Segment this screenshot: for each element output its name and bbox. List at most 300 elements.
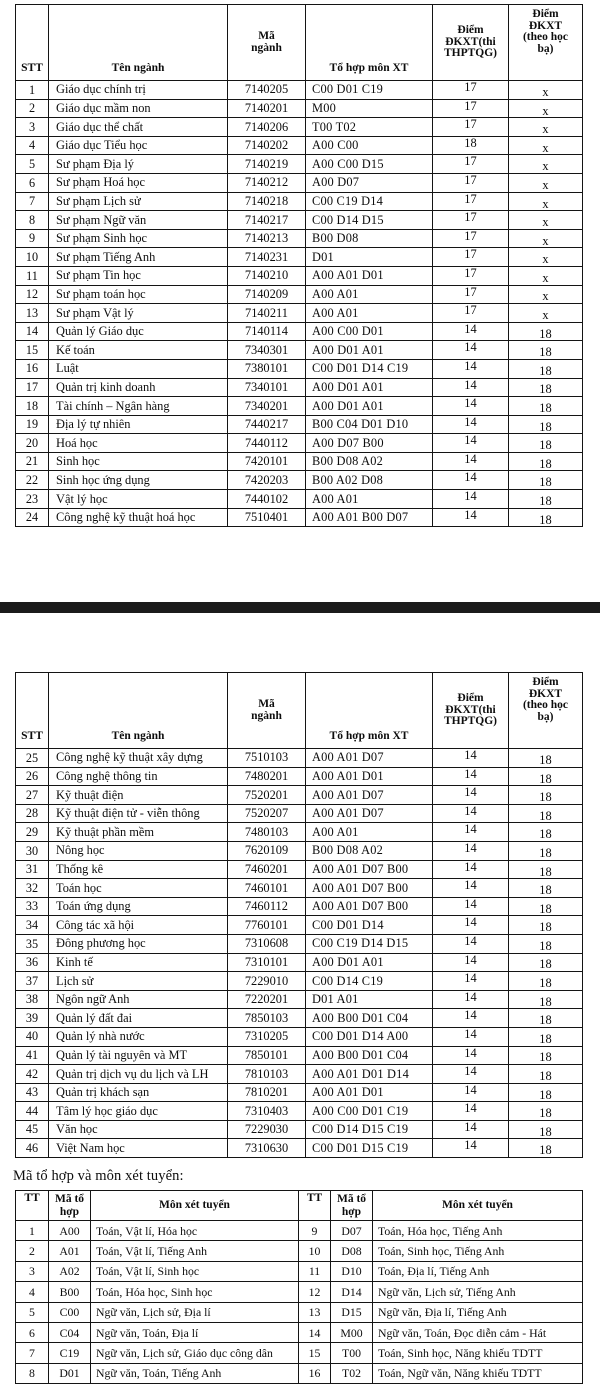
major-stt: 19 — [16, 415, 49, 434]
major-score-exam: 14 — [433, 378, 509, 397]
combination-code-legend-table — [15, 1190, 583, 1384]
major-name: Quản lý nhà nước — [49, 1027, 228, 1046]
major-code: 7440112 — [228, 434, 306, 453]
legend-tt-right: 16 — [299, 1363, 331, 1383]
major-stt: 15 — [16, 341, 49, 360]
legend-subjects-left: Toán, Vật lí, Tiếng Anh — [91, 1241, 299, 1261]
major-code: 7440217 — [228, 415, 306, 434]
major-score-exam: 14 — [433, 749, 509, 768]
table-row — [16, 749, 583, 768]
major-code: 7460101 — [228, 879, 306, 898]
table-header — [16, 5, 583, 81]
major-score-exam: 17 — [433, 173, 509, 192]
major-score-exam: 14 — [433, 508, 509, 527]
major-combination: B00 A02 D08 — [306, 471, 433, 490]
majors-rows-part-two — [16, 749, 583, 1158]
major-code: 7420101 — [228, 452, 306, 471]
major-name: Sư phạm Hoá học — [49, 173, 228, 192]
header-major-code-line1: Mã — [258, 697, 275, 710]
legend-code-right: D08 — [331, 1241, 373, 1261]
table-header — [16, 673, 583, 749]
major-stt: 26 — [16, 767, 49, 786]
table-row — [16, 841, 583, 860]
major-name: Quản trị kinh doanh — [49, 378, 228, 397]
major-name: Quản lý tài nguyên và MT — [49, 1046, 228, 1065]
legend-tt-right: 14 — [299, 1322, 331, 1342]
major-score-exam: 17 — [433, 229, 509, 248]
legend-row — [16, 1363, 583, 1383]
major-score-exam: 14 — [433, 767, 509, 786]
major-name: Vật lý học — [49, 490, 228, 509]
table-row — [16, 359, 583, 378]
major-code: 7229030 — [228, 1120, 306, 1139]
major-code: 7310101 — [228, 953, 306, 972]
major-combination: C00 D01 D14 A00 — [306, 1027, 433, 1046]
major-score-exam: 14 — [433, 897, 509, 916]
legend-code-left: D01 — [49, 1363, 91, 1383]
major-stt: 44 — [16, 1102, 49, 1121]
legend-subjects-right: Ngữ văn, Toán, Đọc diễn cảm - Hát — [373, 1322, 583, 1342]
major-score-record: 18 — [509, 1027, 583, 1046]
legend-code-right: D15 — [331, 1302, 373, 1322]
major-name: Tâm lý học giáo dục — [49, 1102, 228, 1121]
major-name: Sinh học ứng dụng — [49, 471, 228, 490]
major-stt: 40 — [16, 1027, 49, 1046]
major-code: 7140202 — [228, 136, 306, 155]
legend-tt-left: 2 — [16, 1241, 49, 1261]
major-combination: A00 D01 A01 — [306, 953, 433, 972]
table-row — [16, 823, 583, 842]
header-score-record-line1: Điểm — [532, 676, 559, 688]
major-name: Sư phạm Vật lý — [49, 304, 228, 323]
major-score-exam: 18 — [433, 136, 509, 155]
major-name: Luật — [49, 359, 228, 378]
major-combination: A00 D07 — [306, 173, 433, 192]
major-combination: A00 A01 D07 — [306, 749, 433, 768]
legend-tt-right: 15 — [299, 1343, 331, 1363]
legend-subjects-right: Toán, Ngữ văn, Năng khiếu TDTT — [373, 1363, 583, 1383]
major-code: 7140210 — [228, 266, 306, 285]
major-code: 7460201 — [228, 860, 306, 879]
major-stt: 8 — [16, 211, 49, 230]
legend-code-right: D14 — [331, 1282, 373, 1302]
legend-subjects-left: Toán, Vật lí, Hóa học — [91, 1221, 299, 1241]
major-stt: 18 — [16, 397, 49, 416]
major-score-record: x — [509, 118, 583, 137]
legend-row — [16, 1221, 583, 1241]
header-row — [16, 5, 583, 81]
major-combination: A00 D01 A01 — [306, 378, 433, 397]
header-score-record — [509, 673, 583, 749]
major-combination: B00 D08 A02 — [306, 841, 433, 860]
major-combination: B00 D08 — [306, 229, 433, 248]
major-score-exam: 17 — [433, 285, 509, 304]
legend-subjects-right: Ngữ văn, Địa lí, Tiếng Anh — [373, 1302, 583, 1322]
legend-subjects-right: Toán, Địa lí, Tiếng Anh — [373, 1261, 583, 1281]
major-score-exam: 14 — [433, 879, 509, 898]
legend-subjects-left: Toán, Vật lí, Sinh học — [91, 1261, 299, 1281]
header-stt: STT — [16, 5, 49, 81]
major-name: Sư phạm Ngữ văn — [49, 211, 228, 230]
major-score-record: 18 — [509, 452, 583, 471]
major-code: 7520201 — [228, 786, 306, 805]
major-stt: 25 — [16, 749, 49, 768]
legend-row — [16, 1343, 583, 1363]
major-score-record: 18 — [509, 434, 583, 453]
major-score-record: x — [509, 173, 583, 192]
major-score-record: x — [509, 266, 583, 285]
table-row — [16, 767, 583, 786]
table-row — [16, 136, 583, 155]
major-name: Công nghệ kỹ thuật xây dựng — [49, 749, 228, 768]
table-row — [16, 490, 583, 509]
legend-row — [16, 1282, 583, 1302]
major-name: Quản trị khách sạn — [49, 1083, 228, 1102]
major-score-record: 18 — [509, 397, 583, 416]
table-row — [16, 1139, 583, 1158]
table-row — [16, 99, 583, 118]
major-code: 7220201 — [228, 990, 306, 1009]
major-stt: 28 — [16, 804, 49, 823]
major-score-record: 18 — [509, 990, 583, 1009]
major-stt: 45 — [16, 1120, 49, 1139]
major-score-exam: 14 — [433, 860, 509, 879]
legend-code-left: A00 — [49, 1221, 91, 1241]
major-name: Sư phạm Lịch sử — [49, 192, 228, 211]
major-code: 7140218 — [228, 192, 306, 211]
major-combination: A00 A01 D01 — [306, 1083, 433, 1102]
legend-header-tt-left: TT — [16, 1191, 49, 1221]
major-score-exam: 14 — [433, 841, 509, 860]
table-row — [16, 248, 583, 267]
major-name: Tài chính – Ngân hàng — [49, 397, 228, 416]
major-stt: 36 — [16, 953, 49, 972]
major-combination: D01 A01 — [306, 990, 433, 1009]
major-combination: A00 C00 D01 — [306, 322, 433, 341]
major-score-exam: 17 — [433, 304, 509, 323]
table-row — [16, 397, 583, 416]
legend-tt-right: 13 — [299, 1302, 331, 1322]
major-score-exam: 14 — [433, 916, 509, 935]
major-name: Kinh tế — [49, 953, 228, 972]
legend-header — [16, 1191, 583, 1221]
major-score-exam: 14 — [433, 452, 509, 471]
major-stt: 12 — [16, 285, 49, 304]
major-score-record: 18 — [509, 823, 583, 842]
table-row — [16, 804, 583, 823]
header-major-code — [228, 673, 306, 749]
legend-header-row — [16, 1191, 583, 1221]
major-stt: 31 — [16, 860, 49, 879]
major-code: 7229010 — [228, 972, 306, 991]
legend-subjects-right: Toán, Sinh học, Tiếng Anh — [373, 1241, 583, 1261]
table-row — [16, 322, 583, 341]
legend-code-right: T00 — [331, 1343, 373, 1363]
major-score-record: 18 — [509, 860, 583, 879]
table-row — [16, 1009, 583, 1028]
legend-code-left: C00 — [49, 1302, 91, 1322]
legend-row — [16, 1322, 583, 1342]
major-score-record: 18 — [509, 916, 583, 935]
major-code: 7810201 — [228, 1083, 306, 1102]
major-name: Thống kê — [49, 860, 228, 879]
major-combination: A00 A01 — [306, 823, 433, 842]
legend-header-subjects-left: Môn xét tuyển — [91, 1191, 299, 1221]
major-code: 7340301 — [228, 341, 306, 360]
majors-table-part-two — [15, 672, 583, 1158]
major-score-record: x — [509, 81, 583, 100]
table-row — [16, 1102, 583, 1121]
header-subject-combination: Tổ hợp môn XT — [306, 673, 433, 749]
table-row — [16, 434, 583, 453]
major-combination: A00 A01 B00 D07 — [306, 508, 433, 527]
major-combination: A00 D01 A01 — [306, 397, 433, 416]
table-row — [16, 953, 583, 972]
major-score-record: 18 — [509, 359, 583, 378]
legend-code-right: T02 — [331, 1363, 373, 1383]
header-major-code-line2: ngành — [251, 41, 282, 54]
legend-tt-right: 12 — [299, 1282, 331, 1302]
legend-subjects-right: Toán, Hóa học, Tiếng Anh — [373, 1221, 583, 1241]
major-name: Công tác xã hội — [49, 916, 228, 935]
table-row — [16, 1065, 583, 1084]
major-score-record: x — [509, 285, 583, 304]
table-row — [16, 378, 583, 397]
major-stt: 35 — [16, 934, 49, 953]
major-stt: 3 — [16, 118, 49, 137]
table-row — [16, 118, 583, 137]
major-code: 7340201 — [228, 397, 306, 416]
major-score-record: 18 — [509, 1102, 583, 1121]
major-score-exam: 14 — [433, 415, 509, 434]
major-combination: C00 D01 C19 — [306, 81, 433, 100]
major-code: 7460112 — [228, 897, 306, 916]
major-score-exam: 14 — [433, 434, 509, 453]
legend-tt-right: 9 — [299, 1221, 331, 1241]
major-combination: A00 A01 — [306, 304, 433, 323]
table-row — [16, 508, 583, 527]
legend-code-left: C19 — [49, 1343, 91, 1363]
table-row — [16, 452, 583, 471]
major-score-record: 18 — [509, 1046, 583, 1065]
major-stt: 6 — [16, 173, 49, 192]
major-code: 7140219 — [228, 155, 306, 174]
header-score-exam-line1: Điểm — [457, 23, 484, 36]
major-name: Việt Nam học — [49, 1139, 228, 1158]
major-name: Văn học — [49, 1120, 228, 1139]
major-score-record: 18 — [509, 341, 583, 360]
major-score-record: x — [509, 136, 583, 155]
major-score-exam: 14 — [433, 1065, 509, 1084]
major-score-exam: 14 — [433, 934, 509, 953]
major-combination: B00 D08 A02 — [306, 452, 433, 471]
major-score-exam: 14 — [433, 490, 509, 509]
major-code: 7620109 — [228, 841, 306, 860]
major-name: Toán học — [49, 879, 228, 898]
legend-tt-left: 6 — [16, 1322, 49, 1342]
major-stt: 14 — [16, 322, 49, 341]
major-name: Kỹ thuật điện — [49, 786, 228, 805]
major-name: Đông phương học — [49, 934, 228, 953]
legend-code-right: M00 — [331, 1322, 373, 1342]
major-code: 7380101 — [228, 359, 306, 378]
major-name: Ngôn ngữ Anh — [49, 990, 228, 1009]
major-stt: 20 — [16, 434, 49, 453]
major-combination: A00 A01 D07 B00 — [306, 860, 433, 879]
header-major-code — [228, 5, 306, 81]
legend-row — [16, 1261, 583, 1281]
table-row — [16, 285, 583, 304]
major-name: Giáo dục thể chất — [49, 118, 228, 137]
major-name: Sư phạm toán học — [49, 285, 228, 304]
major-score-record: 18 — [509, 378, 583, 397]
legend-header-code-right — [331, 1191, 373, 1221]
legend-code-left: A01 — [49, 1241, 91, 1261]
major-score-record: 18 — [509, 1139, 583, 1158]
major-score-exam: 14 — [433, 322, 509, 341]
major-stt: 4 — [16, 136, 49, 155]
major-name: Sư phạm Sinh học — [49, 229, 228, 248]
major-name: Quản trị dịch vụ du lịch và LH — [49, 1065, 228, 1084]
legend-header-code-left-line1: Mã tổ — [54, 1193, 85, 1205]
header-score-exam-line2: ĐKXT(thi — [445, 703, 496, 716]
legend-header-code-right-line2: hợp — [341, 1206, 362, 1219]
major-stt: 9 — [16, 229, 49, 248]
major-score-exam: 17 — [433, 266, 509, 285]
major-score-record: x — [509, 155, 583, 174]
major-name: Địa lý tự nhiên — [49, 415, 228, 434]
major-score-exam: 17 — [433, 248, 509, 267]
major-score-exam: 14 — [433, 1120, 509, 1139]
table-row — [16, 211, 583, 230]
legend-code-left: A02 — [49, 1261, 91, 1281]
header-score-record-line3: (theo học — [522, 31, 569, 44]
legend-rows — [16, 1221, 583, 1384]
major-score-exam: 14 — [433, 359, 509, 378]
major-name: Kỹ thuật phần mềm — [49, 823, 228, 842]
major-stt: 32 — [16, 879, 49, 898]
major-score-exam: 14 — [433, 823, 509, 842]
major-score-record: 18 — [509, 508, 583, 527]
major-code: 7140206 — [228, 118, 306, 137]
major-code: 7850101 — [228, 1046, 306, 1065]
major-score-exam: 14 — [433, 1046, 509, 1065]
major-stt: 2 — [16, 99, 49, 118]
major-stt: 24 — [16, 508, 49, 527]
major-code: 7140201 — [228, 99, 306, 118]
header-row — [16, 673, 583, 749]
legend-tt-right: 10 — [299, 1241, 331, 1261]
major-score-record: x — [509, 211, 583, 230]
legend-row — [16, 1302, 583, 1322]
major-score-record: 18 — [509, 1065, 583, 1084]
major-score-record: x — [509, 229, 583, 248]
major-stt: 33 — [16, 897, 49, 916]
major-stt: 13 — [16, 304, 49, 323]
major-stt: 22 — [16, 471, 49, 490]
major-combination: A00 A01 D07 B00 — [306, 879, 433, 898]
table-row — [16, 266, 583, 285]
header-major-name: Tên ngành — [49, 5, 228, 81]
table-row — [16, 972, 583, 991]
major-score-record: 18 — [509, 322, 583, 341]
major-score-exam: 14 — [433, 972, 509, 991]
major-score-record: 18 — [509, 749, 583, 768]
legend-code-left: C04 — [49, 1322, 91, 1342]
table-row — [16, 155, 583, 174]
major-stt: 5 — [16, 155, 49, 174]
major-combination: B00 C04 D01 D10 — [306, 415, 433, 434]
legend-subjects-left: Ngữ văn, Toán, Tiếng Anh — [91, 1363, 299, 1383]
scan-separator-band — [0, 602, 600, 613]
major-code: 7510401 — [228, 508, 306, 527]
header-score-exam-line3: THPTQG) — [443, 47, 498, 60]
header-stt: STT — [16, 673, 49, 749]
major-score-record: 18 — [509, 1120, 583, 1139]
table-row — [16, 415, 583, 434]
major-stt: 23 — [16, 490, 49, 509]
major-name: Sư phạm Tiếng Anh — [49, 248, 228, 267]
major-combination: A00 A01 — [306, 285, 433, 304]
legend-subjects-left: Ngữ văn, Lịch sử, Giáo dục công dân — [91, 1343, 299, 1363]
table-row — [16, 1027, 583, 1046]
table-row — [16, 1120, 583, 1139]
legend-header-subjects-right: Môn xét tuyển — [373, 1191, 583, 1221]
major-code: 7140211 — [228, 304, 306, 323]
table-row — [16, 990, 583, 1009]
major-name: Giáo dục chính trị — [49, 81, 228, 100]
legend-header-tt-right: TT — [299, 1191, 331, 1221]
table-row — [16, 786, 583, 805]
major-stt: 10 — [16, 248, 49, 267]
legend-row — [16, 1241, 583, 1261]
major-score-exam: 17 — [433, 155, 509, 174]
header-score-exam — [433, 673, 509, 749]
header-major-name: Tên ngành — [49, 673, 228, 749]
major-combination: A00 C00 — [306, 136, 433, 155]
major-combination: A00 B00 D01 C04 — [306, 1009, 433, 1028]
major-name: Quản lý đất đai — [49, 1009, 228, 1028]
major-combination: A00 A01 — [306, 490, 433, 509]
table-row — [16, 229, 583, 248]
major-stt: 41 — [16, 1046, 49, 1065]
legend-subjects-left: Ngữ văn, Toán, Địa lí — [91, 1322, 299, 1342]
major-name: Giáo dục mầm non — [49, 99, 228, 118]
major-score-exam: 14 — [433, 1083, 509, 1102]
header-major-code-line2: ngành — [251, 709, 282, 722]
major-combination: C00 D01 D14 C19 — [306, 359, 433, 378]
major-combination: C00 D01 D15 C19 — [306, 1139, 433, 1158]
header-major-code-line1: Mã — [258, 29, 275, 42]
major-combination: C00 D14 D15 — [306, 211, 433, 230]
legend-title: Mã tổ hợp và môn xét tuyển: — [13, 1168, 184, 1184]
major-code: 7140209 — [228, 285, 306, 304]
major-combination: A00 A01 D01 — [306, 767, 433, 786]
major-score-record: 18 — [509, 972, 583, 991]
major-score-exam: 17 — [433, 99, 509, 118]
major-combination: C00 D14 C19 — [306, 972, 433, 991]
header-score-exam-line3: THPTQG) — [443, 715, 498, 728]
major-combination: C00 C19 D14 D15 — [306, 934, 433, 953]
major-name: Giáo dục Tiểu học — [49, 136, 228, 155]
table-row — [16, 304, 583, 323]
major-code: 7140114 — [228, 322, 306, 341]
major-score-exam: 14 — [433, 1102, 509, 1121]
major-combination: C00 C19 D14 — [306, 192, 433, 211]
legend-tt-left: 4 — [16, 1282, 49, 1302]
major-stt: 30 — [16, 841, 49, 860]
major-stt: 34 — [16, 916, 49, 935]
